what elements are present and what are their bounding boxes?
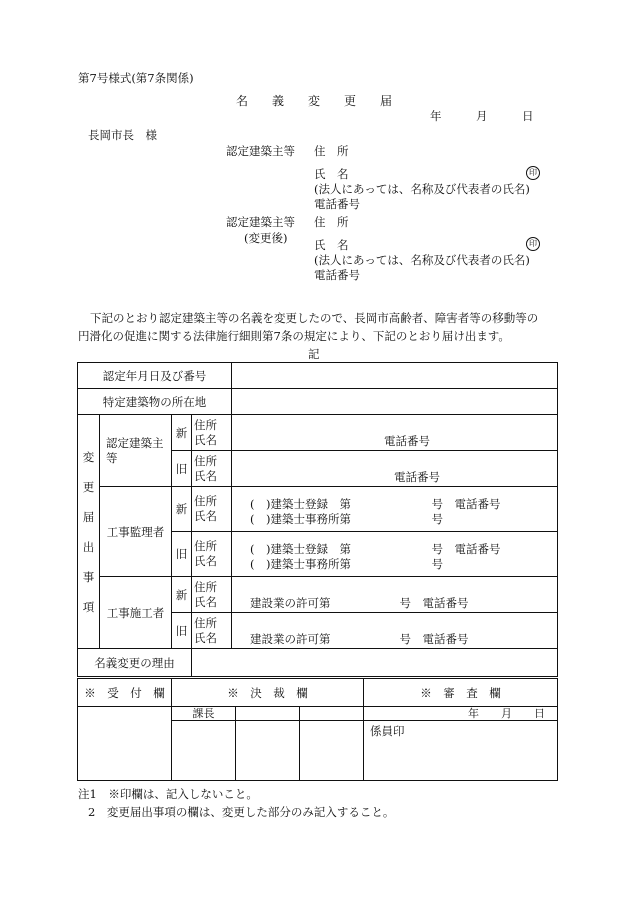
date-line: 年 月 日 [430, 109, 534, 123]
name-label-new: 氏 名 [314, 238, 349, 252]
phone-label: 電話番号 [314, 197, 360, 211]
supervisor-new-fields: 住所 氏名 [192, 487, 232, 532]
decision-header-2 [236, 707, 300, 721]
supervisor-new-value[interactable]: ( )建築士登録 第 号 電話番号 ( )建築士事務所第 号 [232, 487, 558, 532]
location-label: 特定建築物の所在地 [78, 389, 232, 415]
review-date: 年 月 日 [364, 707, 558, 721]
reception-header: ※ 受 付 欄 [78, 679, 172, 707]
contractor-old-fields: 住所 氏名 [192, 613, 232, 649]
owner-new-mark: 新 [172, 415, 192, 451]
reception-cell [78, 707, 172, 781]
owner-label: 認定建築主等 [100, 415, 172, 487]
location-value[interactable] [232, 389, 558, 415]
address-label-new: 住 所 [314, 215, 349, 229]
addressee: 長岡市長 様 [88, 128, 157, 142]
decision-header-3 [300, 707, 364, 721]
applicant-new-label: 認定建築主等 [226, 215, 295, 229]
body-line-2: 円滑化の促進に関する法律施行細則第7条の規定により、下記のとおり届け出ます。 [78, 329, 510, 343]
reason-value[interactable] [192, 649, 558, 677]
owner-new-fields: 住所 氏名 [192, 415, 232, 451]
supervisor-new-mark: 新 [172, 487, 192, 532]
cert-value[interactable] [232, 363, 558, 389]
corp-note-new: (法人にあっては、名称及び代表者の氏名) [314, 253, 530, 267]
applicant-label: 認定建築主等 [226, 144, 295, 158]
contractor-old-mark: 旧 [172, 613, 192, 649]
name-label: 氏 名 [314, 167, 349, 181]
contractor-old-value[interactable]: 建設業の許可第 号 電話番号 [232, 613, 558, 649]
applicant-new-sublabel: (変更後) [244, 231, 288, 245]
cert-label: 認定年月日及び番号 [78, 363, 232, 389]
supervisor-label: 工事監理者 [100, 487, 172, 577]
change-items-label: 変 更 届 出 事 項 [78, 415, 100, 649]
contractor-label: 工事施工者 [100, 577, 172, 649]
office-use-table [77, 678, 558, 781]
owner-old-fields: 住所 氏名 [192, 451, 232, 487]
staff-seal: 係員印 [364, 721, 558, 781]
decision-header: ※ 決 裁 欄 [172, 679, 364, 707]
address-label: 住 所 [314, 144, 349, 158]
ki-label: 記 [308, 347, 320, 361]
section-chief-seal [172, 721, 236, 781]
change-table [77, 362, 558, 677]
supervisor-old-value[interactable]: ( )建築士登録 第 号 電話番号 ( )建築士事務所第 号 [232, 532, 558, 577]
contractor-new-mark: 新 [172, 577, 192, 613]
decision-seal-2 [236, 721, 300, 781]
corp-note: (法人にあっては、名称及び代表者の氏名) [314, 182, 530, 196]
body-line-1: 下記のとおり認定建築主等の名義を変更したので、長岡市高齢者、障害者等の移動等の [90, 311, 539, 325]
note-2: 2 変更届出事項の欄は、変更した部分のみ記入すること。 [88, 805, 395, 819]
page-title: 名 義 変 更 届 [236, 94, 393, 108]
reason-label: 名義変更の理由 [78, 649, 192, 677]
note-1: 注1 ※印欄は、記入しないこと。 [78, 787, 258, 801]
phone-label-new: 電話番号 [314, 268, 360, 282]
owner-new-value[interactable]: 電話番号 [232, 415, 558, 451]
section-chief-label: 課長 [172, 707, 236, 721]
supervisor-old-mark: 旧 [172, 532, 192, 577]
contractor-new-value[interactable]: 建設業の許可第 号 電話番号 [232, 577, 558, 613]
owner-old-value[interactable]: 電話番号 [232, 451, 558, 487]
contractor-new-fields: 住所 氏名 [192, 577, 232, 613]
review-header: ※ 審 査 欄 [364, 679, 558, 707]
supervisor-old-fields: 住所 氏名 [192, 532, 232, 577]
seal-icon-new: 印 [526, 235, 540, 251]
owner-old-mark: 旧 [172, 451, 192, 487]
form-number: 第7号様式(第7条関係) [78, 71, 194, 85]
seal-icon: 印 [526, 164, 540, 180]
decision-seal-3 [300, 721, 364, 781]
